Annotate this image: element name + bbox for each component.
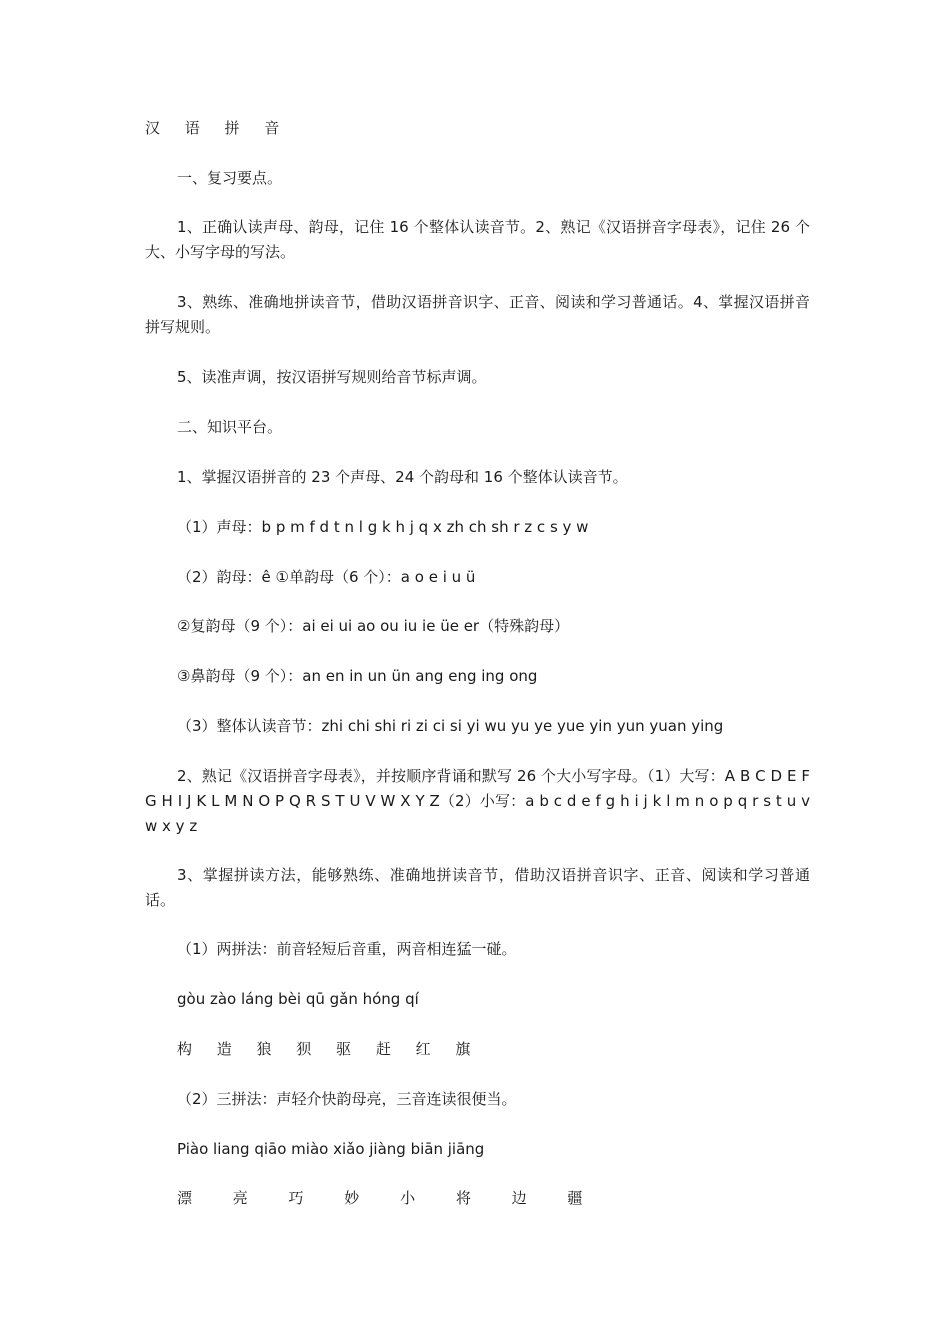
three-spell-rule: （2）三拼法：声轻介快韵母亮，三音连读很便当。 xyxy=(177,1090,517,1108)
review-point-3: 5、读准声调，按汉语拼写规则给音节标声调。 xyxy=(177,368,487,386)
three-spell-characters: 漂 亮 巧 妙 小 将 边 疆 xyxy=(177,1189,601,1207)
whole-syllables: （3）整体认读音节：zhi chi shi ri zi ci si yi wu yu ye yue yin yun yuan ying xyxy=(177,717,724,735)
initials-list: （1）声母：b p m f d t n l g k h j q x zh ch sh r z c s y w xyxy=(177,518,589,536)
two-spell-characters: 构 造 狼 狈 驱 赶 红 旗 xyxy=(177,1040,481,1058)
knowledge-item-3: 3、掌握拼读方法，能够熟练、准确地拼读音节，借助汉语拼音识字、正音、阅读和学习普通话。 xyxy=(145,866,810,909)
finals-compound: ②复韵母（9 个）：ai ei ui ao ou iu ie üe er（特殊韵母） xyxy=(177,617,570,635)
two-spell-rule: （1）两拼法：前音轻短后音重，两音相连猛一碰。 xyxy=(177,940,517,958)
two-spell-pinyin: gòu zào láng bèi qū gǎn hóng qí xyxy=(177,990,419,1008)
finals-nasal: ③鼻韵母（9 个）：an en in un ün ang eng ing ong xyxy=(177,667,538,685)
review-point-1: 1、正确认读声母、韵母，记住 16 个整体认读音节。2、熟记《汉语拼音字母表》，记住 26 个大、小写字母的写法。 xyxy=(145,218,810,261)
document-title: 汉 语 拼 音 xyxy=(145,119,290,137)
review-point-2: 3、熟练、准确地拼读音节，借助汉语拼音识字、正音、阅读和学习普通话。4、掌握汉语拼音拼写规则。 xyxy=(145,293,810,336)
three-spell-pinyin: Piào liang qiāo miào xiǎo jiàng biān jiāng xyxy=(177,1140,485,1158)
knowledge-item-2: 2、熟记《汉语拼音字母表》，并按顺序背诵和默写 26 个大小写字母。（1）大写：A B C D E F G H I J K L M N O P Q R S T U V W X Y Z（2）小写：a b c d e f g h i j k l m n o p q r s t u v w x y z xyxy=(145,767,810,835)
knowledge-item-1: 1、掌握汉语拼音的 23 个声母、24 个韵母和 16 个整体认读音节。 xyxy=(177,468,628,486)
finals-single: （2）韵母：ê ①单韵母（6 个）：a o e i u ü xyxy=(177,568,476,586)
section-heading-review: 一、复习要点。 xyxy=(177,169,283,187)
section-heading-knowledge: 二、知识平台。 xyxy=(177,418,283,436)
